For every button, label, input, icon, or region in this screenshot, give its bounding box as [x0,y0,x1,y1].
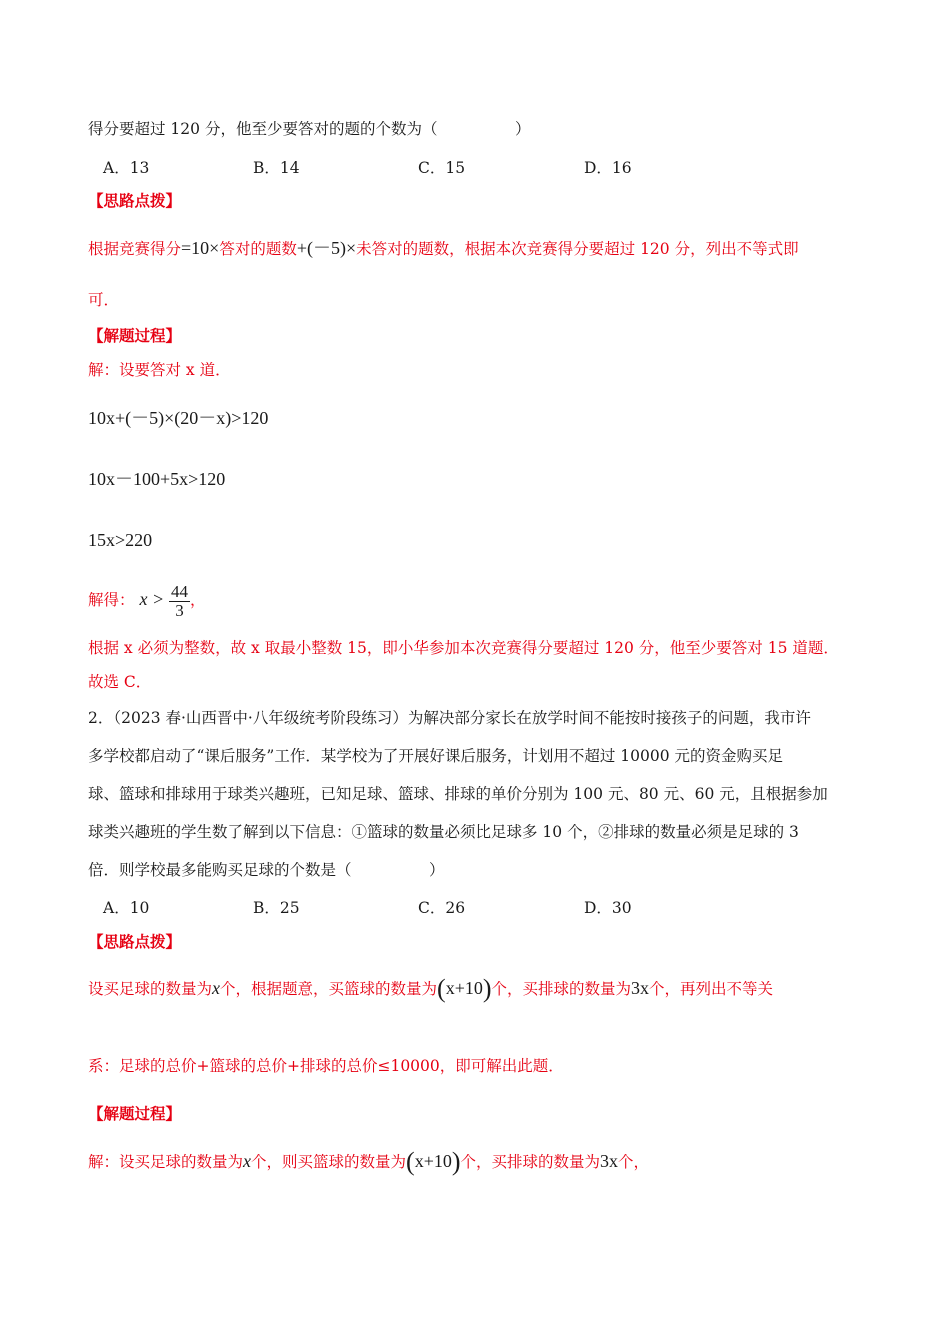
q1-equation-2: 10x－100+5x>120 [88,469,226,489]
q2-hint-a: 设买足球的数量为 [88,980,213,998]
q2-hint-paren-close: ) [482,974,492,1003]
q2-solution-heading: 【解题过程】 [88,1104,182,1123]
q1-hint-part4: +(－5)× [296,238,357,258]
q1-option-a: A．13 [103,159,150,177]
q1-option-d: D．16 [584,159,632,177]
q1-hint-part5: 未答对的题数，根据本次竞赛得分要超过 120 分，列出不等式即 [356,240,799,258]
q2-stem-line1: 2．（2023 春·山西晋中·八年级统考阶段练习）为解决部分家长在放学时间不能按时接孩子的问题，我市许 [88,709,811,727]
q2-sol-3x: 3x [600,1151,619,1171]
q1-fraction-denominator: 3 [175,600,184,620]
q1-option-b: B．14 [253,159,300,177]
q1-solve-line [88,579,206,620]
q2-option-d: D．30 [584,899,632,917]
q2-stem-line5: 倍．则学校最多能购买足球的个数是（ ） [88,861,445,879]
q1-solution-intro: 解：设要答对 x 道． [88,361,231,379]
q2-hint-line2: 系：足球的总价+篮球的总价+排球的总价≤10000，即可解出此题． [88,1057,564,1075]
q2-hint-3x: 3x [631,978,650,998]
q1-fraction [169,583,190,620]
q1-solve-x: x > [139,589,165,609]
q1-hint-part2: =10× [181,238,220,258]
q2-option-b: B．25 [253,899,300,917]
q1-solve-label: 解得： [88,591,135,609]
q1-choice: 故选 C． [88,673,152,691]
q1-conclusion: 根据 x 必须为整数，故 x 取最小整数 15，即小华参加本次竞赛得分要超过 120 分，他至少要答对 15 道题． [88,639,839,657]
q2-hint-paren-open: ( [437,974,446,1003]
q2-solution-line1 [88,1147,650,1176]
q1-hint-part3: 答对的题数 [219,240,297,258]
q1-hint-line1 [88,238,799,259]
q2-hint-d: 个，再列出不等关 [649,980,774,998]
q2-sol-x: x [243,1151,252,1171]
q2-sol-paren-open: ( [406,1147,415,1176]
q2-option-c: C．26 [418,899,466,917]
q2-hint-expr: x+10 [445,978,483,998]
q2-hint-c: 个，买排球的数量为 [491,980,632,998]
q2-hint-b: 个，根据题意，买篮球的数量为 [220,980,438,998]
q2-stem-line4: 球类兴趣班的学生数了解到以下信息：①篮球的数量必须比足球多 10 个，②排球的数量必须是足球的 3 [88,823,799,841]
q1-solution-heading: 【解题过程】 [88,326,182,345]
q1-hint-part1: 根据竞赛得分 [88,240,182,258]
q2-stem-line2: 多学校都启动了“课后服务”工作．某学校为了开展好课后服务，计划用不超过 10000 元的资金购买足 [88,747,784,765]
q2-option-a: A．10 [103,899,150,917]
q1-equation-1: 10x+(－5)×(20－x)>120 [88,408,269,428]
q2-sol-c: 个，买排球的数量为 [460,1153,601,1171]
q2-hint-x: x [212,978,221,998]
q2-sol-b: 个，则买篮球的数量为 [251,1153,407,1171]
q1-option-c: C．15 [418,159,466,177]
q2-stem-line3: 球、篮球和排球用于球类兴趣班，已知足球、篮球、排球的单价分别为 100 元、80 元、60 元，且根据参加 [88,785,828,803]
q1-equation-3: 15x>220 [88,530,153,550]
q2-sol-paren-close: ) [451,1147,461,1176]
q1-fraction-numerator: 44 [171,581,189,601]
q1-hint-line2: 可． [88,291,120,309]
q2-hint-line1 [88,974,774,1003]
q1-solve-comma: ， [190,591,206,609]
q1-stem-tail: 得分要超过 120 分，他至少要答对的题的个数为（ ） [88,120,531,138]
q2-hint-heading: 【思路点拨】 [88,932,182,951]
q2-sol-d: 个， [618,1153,650,1171]
q1-hint-heading: 【思路点拨】 [88,191,182,210]
q2-sol-expr: x+10 [414,1151,452,1171]
q2-sol-a: 解：设买足球的数量为 [88,1153,244,1171]
